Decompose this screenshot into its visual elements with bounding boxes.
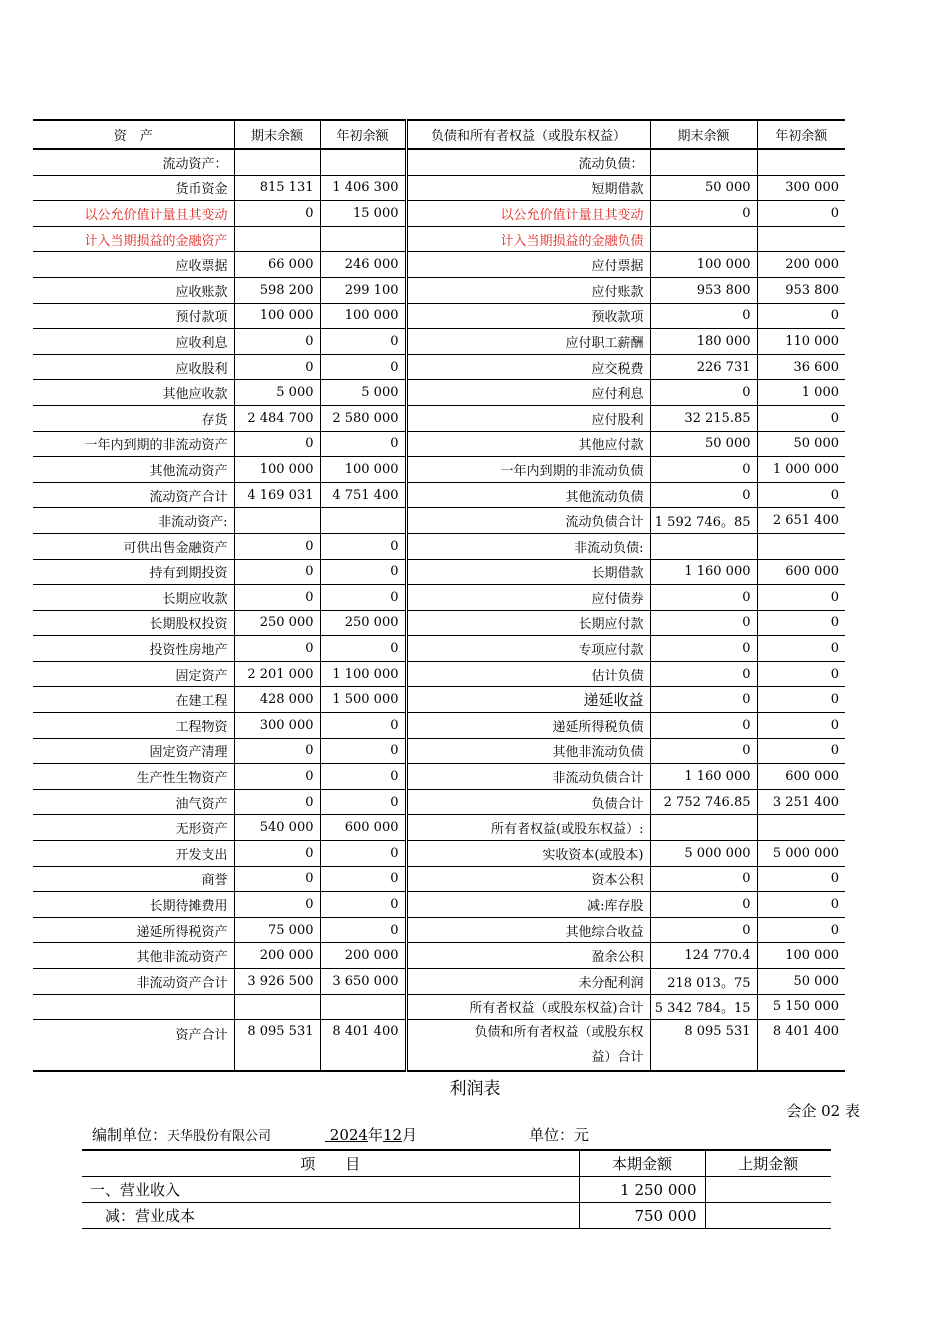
table-cell: 0 <box>650 380 757 406</box>
table-cell: 非流动负债合计 <box>406 764 650 790</box>
table-cell: 减：营业成本 <box>82 1203 579 1229</box>
table-cell: 应付股利 <box>406 405 650 431</box>
table-cell: 0 <box>320 917 406 943</box>
table-cell <box>650 533 757 559</box>
table-cell: 递延收益 <box>406 687 650 713</box>
table-cell: 其他流动资产 <box>33 457 234 483</box>
table-cell: 815 131 <box>234 175 320 201</box>
table-cell: 0 <box>757 713 845 739</box>
table-cell: 0 <box>757 482 845 508</box>
table-cell: 5 150 000 <box>757 994 845 1020</box>
table-cell: 0 <box>757 738 845 764</box>
table-cell: 长期股权投资 <box>33 610 234 636</box>
report-period: 2024年12月 <box>329 1126 418 1144</box>
table-row <box>33 252 845 278</box>
table-cell: 0 <box>234 789 320 815</box>
table-cell: 0 <box>320 585 406 611</box>
table-cell: 应收利息 <box>33 329 234 355</box>
table-cell: 无形资产 <box>33 815 234 841</box>
income-statement-table <box>82 1149 831 1229</box>
table-row <box>33 277 845 303</box>
table-cell: 5 000 000 <box>650 841 757 867</box>
table-cell: 其他非流动负债 <box>406 738 650 764</box>
table-cell: 100 000 <box>234 457 320 483</box>
table-cell: 长期借款 <box>406 559 650 585</box>
table-row <box>33 303 845 329</box>
table-cell: 0 <box>650 713 757 739</box>
table-cell: 0 <box>757 892 845 918</box>
income-statement-title: 利润表 <box>449 1079 501 1099</box>
table-cell: 66 000 <box>234 252 320 278</box>
table-row <box>33 815 845 841</box>
table-cell: 流动资产合计 <box>33 482 234 508</box>
table-cell: 资产合计 <box>33 1020 234 1072</box>
table-cell: 1 592 746。85 <box>650 508 757 534</box>
table-cell: 以公允价值计量且其变动 <box>33 201 234 227</box>
table-cell: 资本公积 <box>406 866 650 892</box>
table-cell: 流动负债： <box>406 149 650 175</box>
table-cell: 4 751 400 <box>320 482 406 508</box>
table-cell: 0 <box>650 201 757 227</box>
table-cell: 长期待摊费用 <box>33 892 234 918</box>
table-cell: 存货 <box>33 405 234 431</box>
table-cell <box>650 815 757 841</box>
table-cell: 3 251 400 <box>757 789 845 815</box>
table-row <box>33 969 845 995</box>
currency-unit: 单位：元 <box>529 1126 590 1144</box>
table-cell: 3 926 500 <box>234 969 320 995</box>
table-row <box>33 994 845 1020</box>
table-row <box>33 226 845 252</box>
table-cell: 应付利息 <box>406 380 650 406</box>
table-cell: 0 <box>757 636 845 662</box>
table-cell: 0 <box>234 866 320 892</box>
table-cell: 750 000 <box>579 1203 705 1229</box>
table-cell: 0 <box>320 892 406 918</box>
table-cell: 递延所得税负债 <box>406 713 650 739</box>
table-cell: 以公允价值计量且其变动 <box>406 201 650 227</box>
table-cell: 递延所得税资产 <box>33 917 234 943</box>
table-cell: 5 000 <box>320 380 406 406</box>
table-cell: 非流动资产合计 <box>33 969 234 995</box>
table-cell: 50 000 <box>650 175 757 201</box>
table-cell: 0 <box>757 687 845 713</box>
table-row <box>33 943 845 969</box>
table-row <box>33 892 845 918</box>
table-cell: 在建工程 <box>33 687 234 713</box>
table-cell <box>757 149 845 175</box>
table-cell: 应付票据 <box>406 252 650 278</box>
table-cell: 0 <box>234 201 320 227</box>
table-row <box>33 636 845 662</box>
table-cell: 1 250 000 <box>579 1177 705 1203</box>
table-cell: 0 <box>320 636 406 662</box>
table-cell: 124 770.4 <box>650 943 757 969</box>
table-cell: 8 401 400 <box>320 1020 406 1072</box>
table-row <box>33 149 845 175</box>
table-cell: 其他应收款 <box>33 380 234 406</box>
table-cell: 短期借款 <box>406 175 650 201</box>
table-cell: 专项应付款 <box>406 636 650 662</box>
table-row <box>33 329 845 355</box>
form-code: 会企 02 表 <box>786 1102 860 1120</box>
table-cell: 300 000 <box>234 713 320 739</box>
table-cell: 0 <box>234 585 320 611</box>
balance-sheet-table <box>33 119 845 1072</box>
table-cell: 0 <box>320 738 406 764</box>
table-cell: 预收款项 <box>406 303 650 329</box>
unit-label: 编制单位：天华股份有限公司 <box>92 1126 272 1144</box>
table-cell <box>705 1203 831 1229</box>
table-cell: 0 <box>320 559 406 585</box>
table-cell: 应收票据 <box>33 252 234 278</box>
table-cell <box>320 508 406 534</box>
table-cell: 应收账款 <box>33 277 234 303</box>
table-cell: 0 <box>757 405 845 431</box>
table-cell: 非流动负债: <box>406 533 650 559</box>
table-cell: 218 013。75 <box>650 969 757 995</box>
table-cell: 0 <box>757 303 845 329</box>
table-row-total <box>33 1020 845 1072</box>
table-cell: 100 000 <box>234 303 320 329</box>
table-cell: 1 406 300 <box>320 175 406 201</box>
header-item: 项 目 <box>82 1150 579 1177</box>
table-cell: 5 342 784。15 <box>650 994 757 1020</box>
table-cell: 598 200 <box>234 277 320 303</box>
table-cell: 0 <box>234 431 320 457</box>
table-row <box>33 431 845 457</box>
table-cell: 预付款项 <box>33 303 234 329</box>
table-cell: 0 <box>234 764 320 790</box>
table-row <box>33 201 845 227</box>
table-row <box>33 789 845 815</box>
table-cell: 226 731 <box>650 354 757 380</box>
table-cell: 0 <box>320 533 406 559</box>
table-cell: 180 000 <box>650 329 757 355</box>
table-cell: 15 000 <box>320 201 406 227</box>
income-header-row <box>82 1150 831 1177</box>
table-cell: 100 000 <box>650 252 757 278</box>
table-cell: 200 000 <box>757 252 845 278</box>
table-cell: 0 <box>234 738 320 764</box>
table-cell: 5 000 <box>234 380 320 406</box>
table-cell: 一年内到期的非流动负债 <box>406 457 650 483</box>
company-name: 天华股份有限公司 <box>167 1129 272 1144</box>
table-cell: 250 000 <box>320 610 406 636</box>
table-cell: 4 169 031 <box>234 482 320 508</box>
table-cell: 0 <box>650 303 757 329</box>
table-cell: 其他非流动资产 <box>33 943 234 969</box>
report-year: 2024 <box>329 1126 368 1144</box>
table-cell <box>320 226 406 252</box>
table-cell <box>33 994 234 1020</box>
header-current: 本期金额 <box>579 1150 705 1177</box>
table-cell: 1 000 <box>757 380 845 406</box>
table-cell: 0 <box>757 585 845 611</box>
table-cell: 600 000 <box>757 559 845 585</box>
table-row <box>33 354 845 380</box>
table-cell: 0 <box>650 917 757 943</box>
table-cell: 减:库存股 <box>406 892 650 918</box>
table-cell: 商誉 <box>33 866 234 892</box>
table-cell: 0 <box>234 636 320 662</box>
table-cell: 开发支出 <box>33 841 234 867</box>
table-cell: 100 000 <box>320 303 406 329</box>
table-cell: 长期应付款 <box>406 610 650 636</box>
table-cell: 200 000 <box>320 943 406 969</box>
table-cell: 0 <box>234 533 320 559</box>
table-row <box>33 559 845 585</box>
table-cell: 未分配利润 <box>406 969 650 995</box>
table-cell: 负债合计 <box>406 789 650 815</box>
table-row <box>33 866 845 892</box>
table-cell: 2 580 000 <box>320 405 406 431</box>
table-cell: 2 201 000 <box>234 661 320 687</box>
table-cell <box>757 533 845 559</box>
table-row <box>33 405 845 431</box>
table-cell <box>234 149 320 175</box>
table-cell: 生产性生物资产 <box>33 764 234 790</box>
table-cell: 非流动资产: <box>33 508 234 534</box>
table-cell: 应付职工薪酬 <box>406 329 650 355</box>
table-cell: 0 <box>320 431 406 457</box>
table-cell: 50 000 <box>650 431 757 457</box>
table-cell: 计入当期损益的金融资产 <box>33 226 234 252</box>
table-row <box>33 175 845 201</box>
report-month: 12 <box>382 1126 403 1144</box>
table-cell <box>757 815 845 841</box>
table-row <box>33 508 845 534</box>
table-cell: 0 <box>757 866 845 892</box>
table-cell <box>757 226 845 252</box>
table-cell: 75 000 <box>234 917 320 943</box>
header-liab-begin: 年初余额 <box>757 120 845 149</box>
table-cell: 110 000 <box>757 329 845 355</box>
table-cell: 实收资本(或股本) <box>406 841 650 867</box>
table-cell: 盈余公积 <box>406 943 650 969</box>
table-cell: 8 095 531 <box>234 1020 320 1072</box>
table-cell: 1 100 000 <box>320 661 406 687</box>
table-cell: 0 <box>320 866 406 892</box>
table-cell: 估计负债 <box>406 661 650 687</box>
table-row <box>33 533 845 559</box>
table-cell: 0 <box>650 585 757 611</box>
table-cell: 投资性房地产 <box>33 636 234 662</box>
table-cell <box>320 994 406 1020</box>
table-cell: 0 <box>650 866 757 892</box>
table-cell: 100 000 <box>757 943 845 969</box>
table-row <box>82 1203 831 1229</box>
table-cell <box>705 1177 831 1203</box>
table-cell: 0 <box>650 636 757 662</box>
table-cell <box>234 508 320 534</box>
table-cell: 应交税费 <box>406 354 650 380</box>
header-liabilities: 负债和所有者权益（或股东权益） <box>406 120 650 149</box>
table-row <box>33 841 845 867</box>
table-cell: 600 000 <box>757 764 845 790</box>
table-row <box>33 610 845 636</box>
table-cell: 8 401 400 <box>757 1020 845 1072</box>
table-cell: 36 600 <box>757 354 845 380</box>
table-cell: 其他综合收益 <box>406 917 650 943</box>
table-cell: 固定资产 <box>33 661 234 687</box>
table-cell: 300 000 <box>757 175 845 201</box>
table-cell: 0 <box>757 201 845 227</box>
table-cell: 3 650 000 <box>320 969 406 995</box>
header-assets-end: 期末余额 <box>234 120 320 149</box>
table-cell: 工程物资 <box>33 713 234 739</box>
table-cell: 0 <box>650 610 757 636</box>
table-cell <box>650 149 757 175</box>
table-row <box>33 764 845 790</box>
table-cell: 应收股利 <box>33 354 234 380</box>
table-row <box>33 713 845 739</box>
table-cell: 一、营业收入 <box>82 1177 579 1203</box>
table-row <box>33 457 845 483</box>
table-cell: 应付债券 <box>406 585 650 611</box>
table-cell: 所有者权益(或股东权益）: <box>406 815 650 841</box>
table-cell: 100 000 <box>320 457 406 483</box>
table-cell: 0 <box>650 738 757 764</box>
table-cell: 应付账款 <box>406 277 650 303</box>
table-cell: 953 800 <box>757 277 845 303</box>
table-cell: 持有到期投资 <box>33 559 234 585</box>
table-row <box>33 482 845 508</box>
table-cell: 0 <box>234 559 320 585</box>
table-cell: 一年内到期的非流动资产 <box>33 431 234 457</box>
table-cell: 可供出售金融资产 <box>33 533 234 559</box>
table-cell: 250 000 <box>234 610 320 636</box>
table-cell: 固定资产清理 <box>33 738 234 764</box>
table-cell: 8 095 531 <box>650 1020 757 1072</box>
table-cell: 0 <box>650 661 757 687</box>
header-liab-end: 期末余额 <box>650 120 757 149</box>
table-cell: 流动资产： <box>33 149 234 175</box>
table-cell: 其他应付款 <box>406 431 650 457</box>
header-assets-begin: 年初余额 <box>320 120 406 149</box>
table-row <box>33 380 845 406</box>
table-cell: 32 215.85 <box>650 405 757 431</box>
table-row <box>82 1177 831 1203</box>
table-row <box>33 661 845 687</box>
total-label-line-2: 益）合计 <box>591 1050 644 1066</box>
table-cell: 0 <box>650 687 757 713</box>
table-cell: 5 000 000 <box>757 841 845 867</box>
table-cell: 1 160 000 <box>650 559 757 585</box>
header-assets: 资 产 <box>33 120 234 149</box>
table-cell: 0 <box>650 457 757 483</box>
table-cell: 540 000 <box>234 815 320 841</box>
table-row <box>33 917 845 943</box>
total-label-line-1: 负债和所有者权益（或股东权 <box>474 1025 644 1041</box>
table-cell: 1 000 000 <box>757 457 845 483</box>
table-cell: 0 <box>650 482 757 508</box>
table-cell <box>320 149 406 175</box>
table-cell: 1 160 000 <box>650 764 757 790</box>
table-cell: 其他流动负债 <box>406 482 650 508</box>
table-cell: 0 <box>650 892 757 918</box>
table-cell: 所有者权益（或股东权益)合计 <box>406 994 650 1020</box>
table-cell <box>234 226 320 252</box>
table-cell: 600 000 <box>320 815 406 841</box>
table-cell: 50 000 <box>757 431 845 457</box>
table-cell: 50 000 <box>757 969 845 995</box>
table-cell: 1 500 000 <box>320 687 406 713</box>
table-cell: 953 800 <box>650 277 757 303</box>
table-cell: 0 <box>234 841 320 867</box>
table-cell: 长期应收款 <box>33 585 234 611</box>
table-cell <box>234 994 320 1020</box>
table-cell: 0 <box>320 789 406 815</box>
balance-sheet-header-row <box>33 120 845 149</box>
table-cell <box>650 226 757 252</box>
table-cell: 0 <box>757 610 845 636</box>
table-cell: 0 <box>234 354 320 380</box>
table-cell: 0 <box>757 917 845 943</box>
table-cell: 0 <box>320 713 406 739</box>
table-row <box>33 738 845 764</box>
table-row <box>33 585 845 611</box>
table-cell: 0 <box>234 329 320 355</box>
table-cell: 299 100 <box>320 277 406 303</box>
table-cell: 油气资产 <box>33 789 234 815</box>
table-cell: 计入当期损益的金融负债 <box>406 226 650 252</box>
table-cell: 货币资金 <box>33 175 234 201</box>
table-cell: 0 <box>234 892 320 918</box>
table-cell: 0 <box>757 661 845 687</box>
table-cell <box>406 1020 650 1072</box>
table-cell: 2 651 400 <box>757 508 845 534</box>
table-cell: 2 484 700 <box>234 405 320 431</box>
table-cell: 0 <box>320 764 406 790</box>
table-cell: 200 000 <box>234 943 320 969</box>
table-cell: 2 752 746.85 <box>650 789 757 815</box>
table-cell: 流动负债合计 <box>406 508 650 534</box>
table-cell: 0 <box>320 841 406 867</box>
header-previous: 上期金额 <box>705 1150 831 1177</box>
table-cell: 0 <box>320 354 406 380</box>
income-statement-meta <box>92 1124 852 1146</box>
table-cell: 0 <box>320 329 406 355</box>
table-cell: 246 000 <box>320 252 406 278</box>
table-cell: 428 000 <box>234 687 320 713</box>
table-row <box>33 687 845 713</box>
